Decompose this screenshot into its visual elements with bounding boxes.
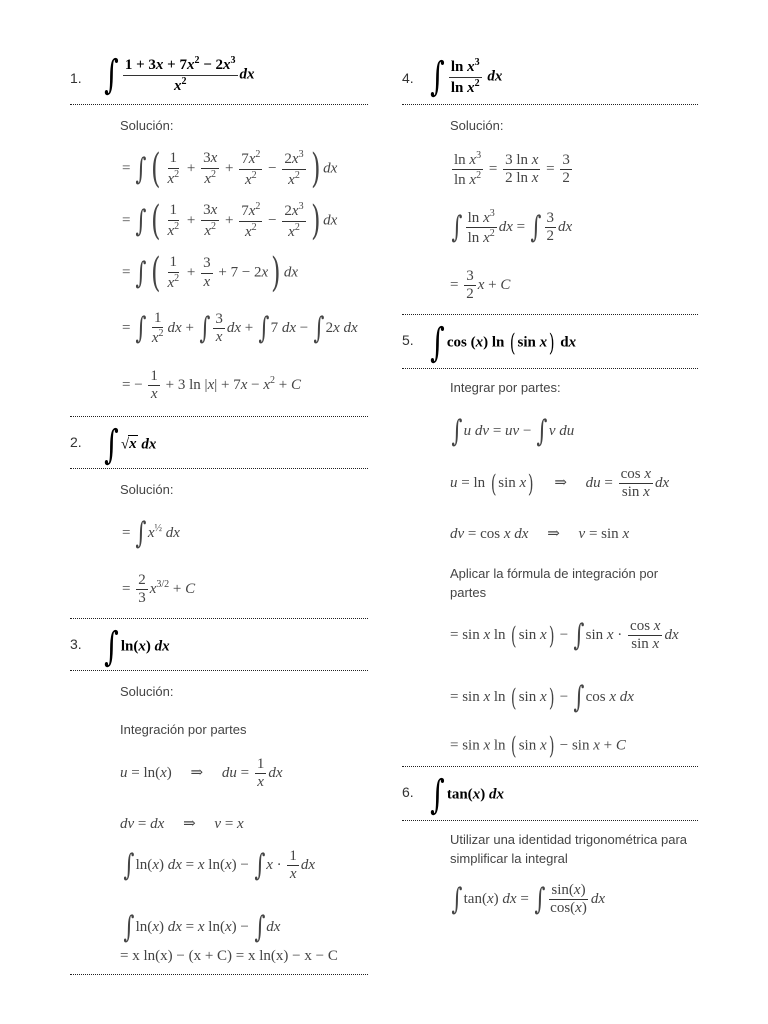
p4-result: = $\frac{3}{2}$ x + C <box>450 268 511 303</box>
p5-method: Integrar por partes: <box>450 380 561 395</box>
separator <box>70 670 368 671</box>
solution-label: Solución: <box>120 684 174 699</box>
p1-step-1: = ∫ ( $\frac{1}{x^2}$ + $\frac{3x}{x^2}$ + $\frac{7x^2}{x^2}$ − $\frac{2x^3}{x^2}$ ) dx <box>122 146 338 192</box>
separator <box>70 974 368 975</box>
problem-4-statement: ∫ $\frac{\ln x^3}{\ln x^2}$ dx <box>430 54 503 100</box>
p3-method: Integración por partes <box>120 722 247 737</box>
p3-dv-substitution: dv = dx ⇒ v = x <box>120 816 244 832</box>
separator <box>70 468 368 469</box>
p6-identity-note: Utilizar una identidad trigonométrica para simplificar la integral <box>450 832 688 866</box>
problem-2-statement: ∫ √x dx <box>104 422 157 468</box>
p5-step-1: = sin x ln ( sin x) − ∫sin x · $\frac{\text{cos x}}{\text{sin x}}$ dx <box>450 618 679 654</box>
p5-apply-note: Aplicar la fórmula de integración por partes <box>450 566 659 600</box>
separator <box>402 368 698 369</box>
problem-5-statement: ∫ cos (x) ln ( sin x) dx <box>430 320 577 366</box>
problem-3-statement: ∫ ln(x) dx <box>104 624 170 670</box>
separator <box>402 766 698 767</box>
p3-step-1: ∫ln(x) dx = x ln(x) − ∫x · $\frac{1}{x}$ dx <box>123 848 316 884</box>
p1-final: = − $\frac{1}{x}$ + 3 $\ln |x| + 7x - x^2 + C$ <box>122 368 301 403</box>
p3-u-substitution: u = ln(x) ⇒ du = $\frac{1}{x}$ dx <box>120 756 283 791</box>
problem-1-statement: ∫ $\frac{1 + 3x + 7x^2 - 2x^3}{x^2}$ dx <box>104 52 255 98</box>
p3-step-2: ∫ln(x) dx = x ln(x) − ∫dx <box>123 910 281 945</box>
p1-step-3: = ∫ ( $\frac{1}{x^2}$ + $\frac{3}{x}$ + 7 − 2x) dx <box>122 250 298 296</box>
p4-integral: ∫ $\frac{\ln x^3}{\ln x^2}$ dx = ∫ $\frac{3}{2}$ dx <box>451 208 573 247</box>
separator <box>70 618 368 619</box>
solution-label: Solución: <box>120 482 174 497</box>
problem-2-number: 2. <box>70 434 82 450</box>
separator <box>402 314 698 315</box>
p1-step-2: = ∫ ( $\frac{1}{x^2}$ + $\frac{3x}{x^2}$ + $\frac{7x^2}{x^2}$ − $\frac{2x^3}{x^2}$ ) dx <box>122 198 338 244</box>
p2-step-1: = $\int x^{\frac{1}{2}}$ dx <box>122 516 180 551</box>
problem-4-number: 4. <box>402 70 414 86</box>
separator <box>70 416 368 417</box>
p5-step-2: = sin x ln ( sin x) − ∫cos x dx <box>450 680 634 715</box>
p4-simplify: $\frac{\ln x^3}{\ln x^2}$ = $\frac{\text{3 ln x}}{\text{2 ln x}}$ = $\frac{3}{2}$ <box>454 150 570 189</box>
problem-1-number: 1. <box>70 70 82 86</box>
p3-final: = x ln(x) − (x + C) = x ln(x) − x − C <box>120 948 338 964</box>
p2-result: = $\frac{2}{3}$ $x^{3/2} + C$ <box>122 572 196 607</box>
p6-step-1: ∫tan(x) dx = ∫ $\frac{\sin(x)}{\cos(x)}$ dx <box>451 882 606 918</box>
p5-final: = sin x ln ( sin x) − sin x + C <box>450 732 626 760</box>
separator <box>402 820 698 821</box>
problem-6-number: 6. <box>402 784 414 800</box>
p5-u-substitution: u = ln ( sin x) ⇒ du = $\frac{\text{cos x}}{\text{sin x}}$ dx <box>450 466 670 501</box>
problem-5-number: 5. <box>402 332 414 348</box>
separator <box>70 104 368 105</box>
p5-dv-substitution: dv = cos x dx ⇒ v = sin x <box>450 526 630 542</box>
p5-formula: ∫u dv = uv − ∫v du <box>451 414 575 449</box>
p1-step-4: = ∫ $\frac{1}{x^2}$ dx + ∫ $\frac{3}{x}$ dx + ∫7 dx − ∫2x dx <box>122 310 358 347</box>
problem-6-statement: ∫ tan(x) dx <box>430 772 504 818</box>
problem-3-number: 3. <box>70 636 82 652</box>
solution-label: Solución: <box>120 118 174 133</box>
solution-label: Solución: <box>450 118 504 133</box>
separator <box>402 104 698 105</box>
